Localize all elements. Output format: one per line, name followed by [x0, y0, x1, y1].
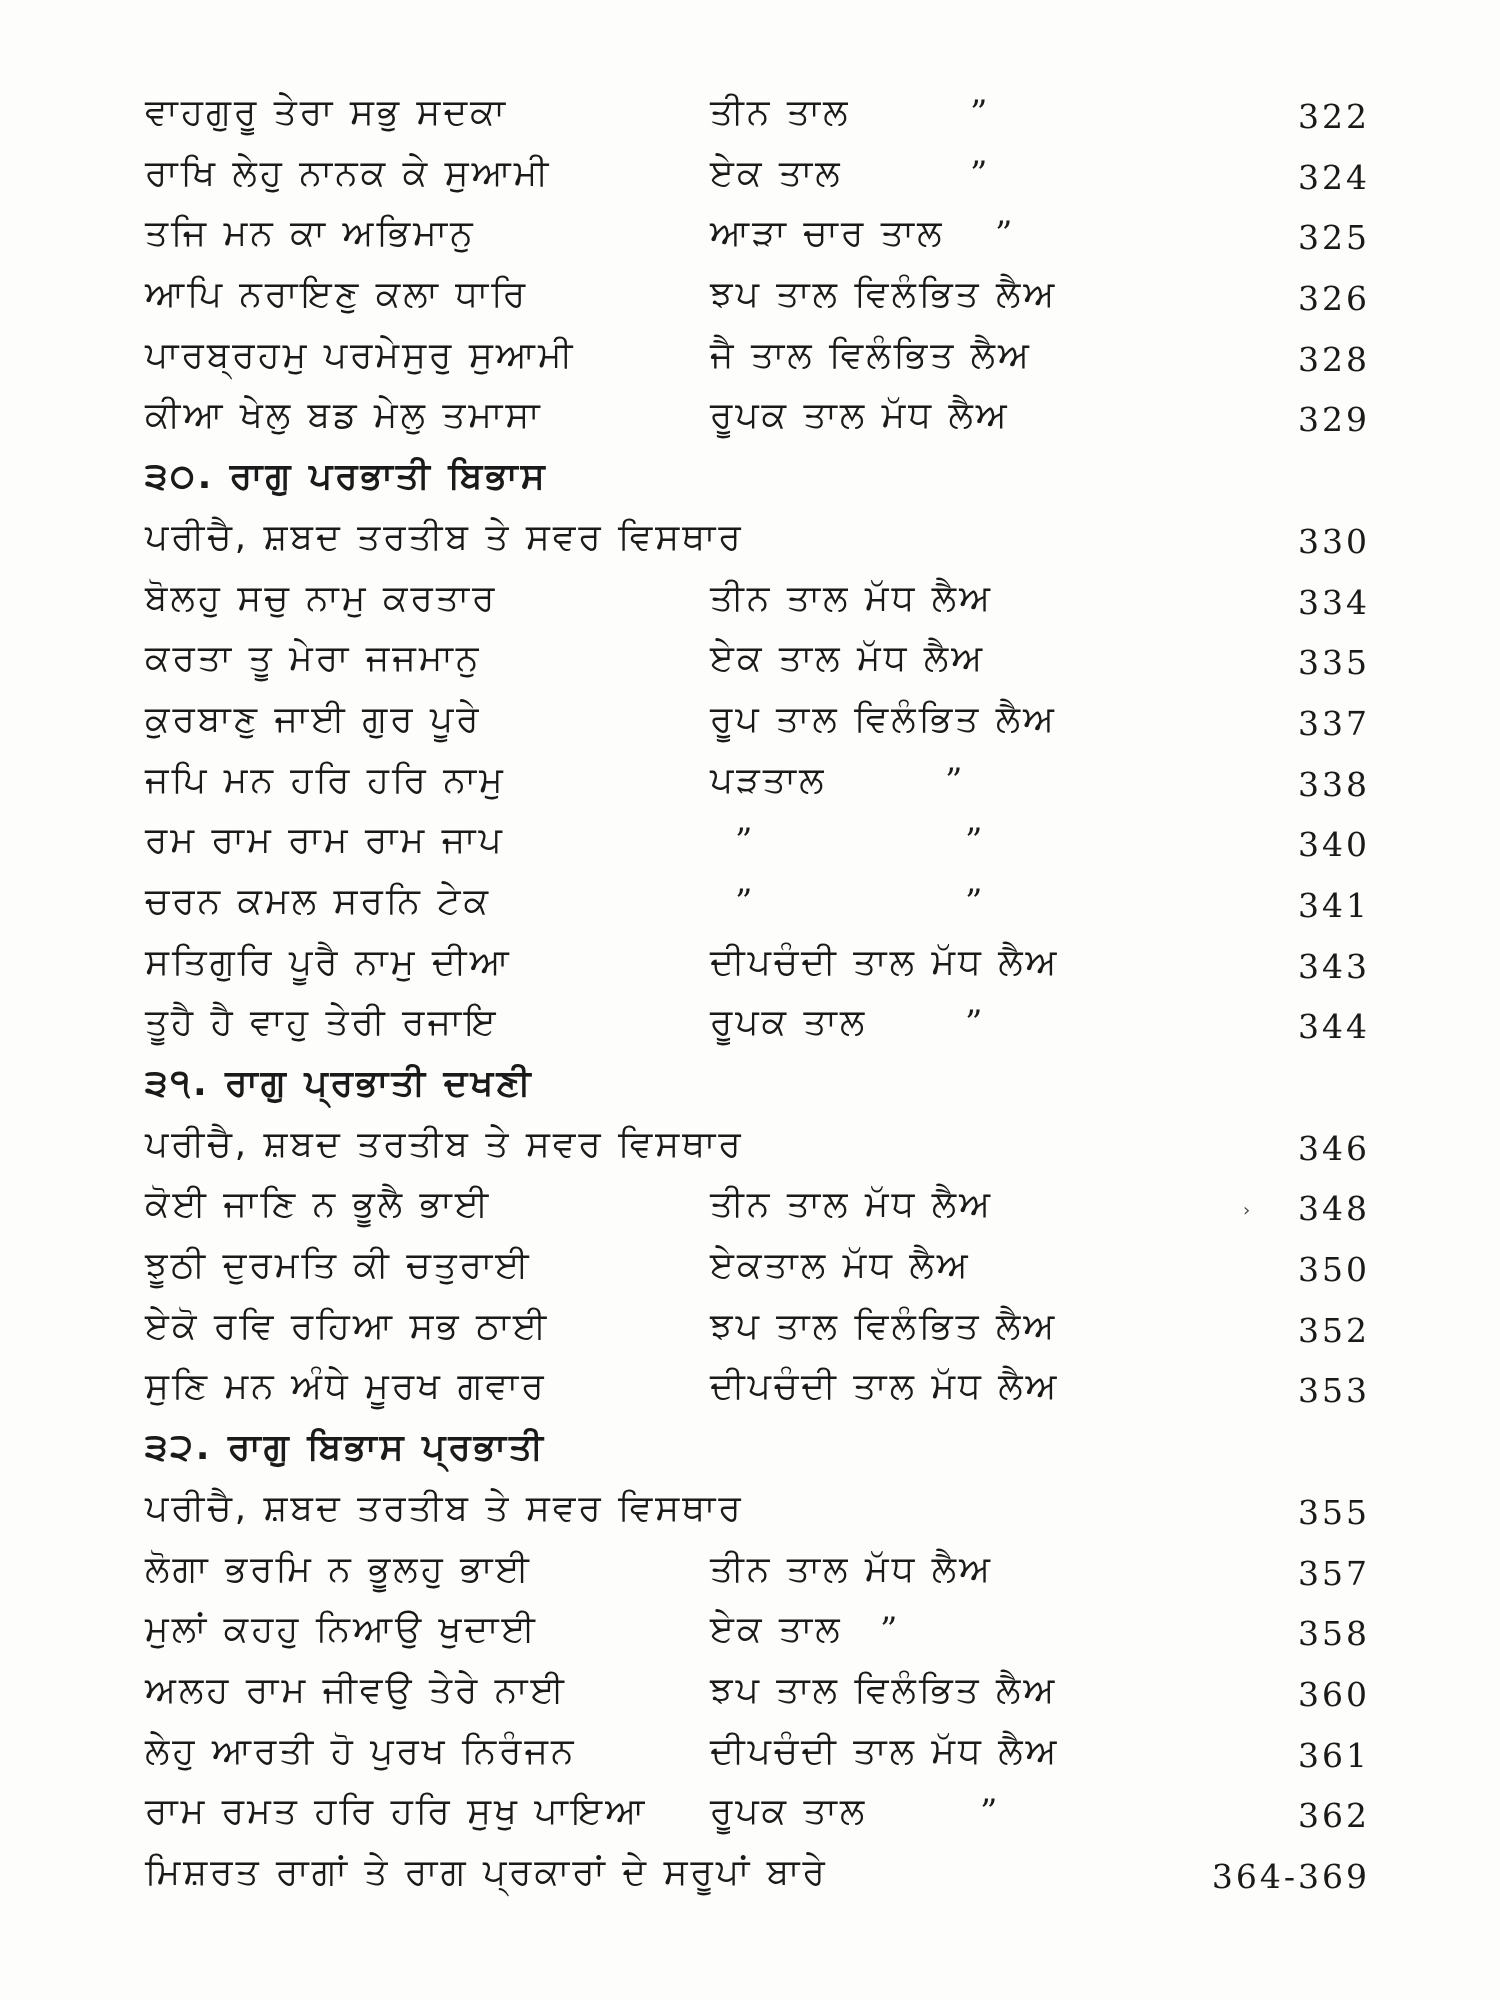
page-number: 334 [1298, 582, 1370, 622]
section-heading [0, 1054, 1500, 1115]
toc-entry [0, 508, 1500, 569]
ditto-mark: ” [980, 1792, 1001, 1833]
entry-tala: ਦੀਪਚੰਦੀ ਤਾਲ ਮੱਧ ਲੈਅ [710, 941, 1060, 983]
entry-title: ਚਰਨ ਕਮਲ ਸਰਨਿ ਟੇਕ [145, 880, 492, 922]
entry-tala: ਤੀਨ ਤਾਲ [710, 92, 851, 133]
entry-title: ਪਰੀਚੈ, ਸ਼ਬਦ ਤਰਤੀਬ ਤੇ ਸਵਰ ਵਿਸਥਾਰ [145, 1123, 744, 1165]
toc-entry [0, 265, 1500, 326]
page-number: 337 [1298, 703, 1370, 743]
ditto-mark: ” [995, 214, 1016, 255]
toc-entry [0, 629, 1500, 690]
toc-entry [0, 83, 1500, 144]
entry-title: ਜਪਿ ਮਨ ਹਰਿ ਹਰਿ ਨਾਮੁ [145, 759, 506, 801]
toc-entry [0, 1357, 1500, 1418]
toc-entry [0, 993, 1500, 1054]
page-number: 344 [1298, 1007, 1370, 1047]
page-number: 328 [1298, 339, 1370, 379]
entry-tala: ਪੜਤਾਲ [710, 759, 827, 801]
entry-tala: ਰੂਪਕ ਤਾਲ [710, 1791, 868, 1833]
section-title: ੩੦. ਰਾਗੁ ਪਰਭਾਤੀ ਬਿਭਾਸ [145, 456, 548, 498]
entry-tala: ਏਕਤਾਲ ਮੱਧ ਲੈਅ [710, 1245, 971, 1287]
ditto-mark: ” [880, 1610, 901, 1651]
toc-entry [0, 933, 1500, 994]
entry-title: ਕਰਤਾ ਤੂ ਮੇਰਾ ਜਜਮਾਨੁ [145, 638, 482, 680]
page-number: 353 [1298, 1371, 1370, 1411]
entry-title: ਪਰੀਚੈ, ਸ਼ਬਦ ਤਰਤੀਬ ਤੇ ਸਵਰ ਵਿਸਥਾਰ [145, 516, 744, 558]
ditto-mark: ” [735, 821, 756, 862]
ditto-mark: ” [970, 153, 991, 194]
toc-entry [0, 811, 1500, 872]
page-number: 329 [1298, 400, 1370, 440]
toc-entry [0, 386, 1500, 447]
entry-tala: ਝਪ ਤਾਲ ਵਿਲੰਭਿਤ ਲੈਅ [710, 1305, 1058, 1347]
toc-entry [0, 1600, 1500, 1661]
entry-title: ਤਜਿ ਮਨ ਕਾ ਅਭਿਮਾਨੁ [145, 213, 476, 255]
entry-tala: ਜੈ ਤਾਲ ਵਿਲੰਭਿਤ ਲੈਅ [710, 334, 1032, 376]
page-number: 325 [1298, 218, 1370, 258]
entry-title: ਤੂਹੈ ਹੈ ਵਾਹੁ ਤੇਰੀ ਰਜਾਇ [145, 1002, 499, 1044]
ditto-mark: ” [965, 1003, 986, 1044]
page-number: 338 [1298, 764, 1370, 804]
entry-tala: ਏਕ ਤਾਲ [710, 152, 843, 194]
ditto-mark: ” [970, 93, 991, 133]
entry-tala: ਰੂਪਕ ਤਾਲ ਮੱਧ ਲੈਅ [710, 395, 1010, 437]
toc-entry [0, 1175, 1500, 1236]
toc-entry [0, 326, 1500, 387]
toc-entry [0, 1297, 1500, 1358]
entry-tala: ਤੀਨ ਤਾਲ ਮੱਧ ਲੈਅ [710, 1548, 994, 1590]
toc-entry [0, 144, 1500, 205]
entry-title: ਲੇਹੁ ਆਰਤੀ ਹੋ ਪੁਰਖ ਨਿਰੰਜਨ [145, 1730, 577, 1772]
ditto-mark: ” [965, 881, 986, 922]
toc-entry [0, 1782, 1500, 1843]
margin-mark: › [1243, 1200, 1254, 1222]
toc-entry [0, 690, 1500, 751]
entry-tala: ਝਪ ਤਾਲ ਵਿਲੰਭਿਤ ਲੈਅ [710, 1669, 1058, 1711]
entry-title: ਕੀਆ ਖੇਲੁ ਬਡ ਮੇਲੁ ਤਮਾਸਾ [145, 395, 543, 437]
ditto-mark: ” [735, 881, 756, 922]
entry-title: ਕੁਰਬਾਣੁ ਜਾਈ ਗੁਰ ਪੂਰੇ [145, 698, 482, 740]
section-heading [0, 447, 1500, 508]
entry-tala: ਰੂਪਕ ਤਾਲ [710, 1002, 868, 1044]
entry-title: ਸਤਿਗੁਰਿ ਪੂਰੈ ਨਾਮੁ ਦੀਆ [145, 941, 512, 983]
entry-title: ਵਾਹਗੁਰੂ ਤੇਰਾ ਸਭੁ ਸਦਕਾ [145, 92, 508, 133]
entry-title: ਕੋਈ ਜਾਣਿ ਨ ਭੂਲੈ ਭਾਈ [145, 1184, 492, 1226]
entry-tala: ਦੀਪਚੰਦੀ ਤਾਲ ਮੱਧ ਲੈਅ [710, 1366, 1060, 1408]
entry-tala: ਝਪ ਤਾਲ ਵਿਲੰਭਿਤ ਲੈਅ [710, 274, 1058, 316]
entry-title: ਰਮ ਰਾਮ ਰਾਮ ਰਾਮ ਜਾਪ [145, 820, 505, 862]
toc-entry [0, 1236, 1500, 1297]
page-number: 355 [1298, 1492, 1370, 1532]
entry-tala: ਰੂਪ ਤਾਲ ਵਿਲੰਭਿਤ ਲੈਅ [710, 698, 1058, 740]
entry-title: ਮੁਲਾਂ ਕਹਹੁ ਨਿਆਉ ਖੁਦਾਈ [145, 1609, 538, 1651]
toc-entry [0, 1843, 1500, 1904]
page-number: 326 [1298, 279, 1370, 319]
toc-entry [0, 1540, 1500, 1601]
entry-tala: ਏਕ ਤਾਲ [710, 1609, 843, 1651]
entry-title: ਪਰੀਚੈ, ਸ਼ਬਦ ਤਰਤੀਬ ਤੇ ਸਵਰ ਵਿਸਥਾਰ [145, 1487, 744, 1529]
toc-entry [0, 1115, 1500, 1176]
page-number: 335 [1298, 643, 1370, 683]
entry-tala: ਏਕ ਤਾਲ ਮੱਧ ਲੈਅ [710, 638, 986, 680]
toc-entry [0, 204, 1500, 265]
ditto-mark: ” [945, 760, 966, 801]
entry-tala: ਦੀਪਚੰਦੀ ਤਾਲ ਮੱਧ ਲੈਅ [710, 1730, 1060, 1772]
table-of-contents [0, 83, 1500, 1904]
entry-title: ਲੋਗਾ ਭਰਮਿ ਨ ਭੂਲਹੁ ਭਾਈ [145, 1548, 532, 1590]
page-number: 350 [1298, 1250, 1370, 1290]
entry-title: ਝੂਠੀ ਦੁਰਮਤਿ ਕੀ ਚਤੁਰਾਈ [145, 1245, 532, 1287]
page-number: 330 [1298, 521, 1370, 561]
toc-entry [0, 751, 1500, 812]
page-number: 362 [1298, 1796, 1370, 1836]
page-number: 324 [1298, 157, 1370, 197]
page-number: 340 [1298, 825, 1370, 865]
page-number: 358 [1298, 1614, 1370, 1654]
section-title: ੩੧. ਰਾਗੁ ਪ੍ਰਭਾਤੀ ਦਖਣੀ [145, 1063, 534, 1104]
entry-tala: ਤੀਨ ਤਾਲ ਮੱਧ ਲੈਅ [710, 577, 994, 619]
page-number: 360 [1298, 1674, 1370, 1714]
entry-title: ਪਾਰਬ੍ਰਹਮੁ ਪਰਮੇਸੁਰੁ ਸੁਆਮੀ [145, 334, 576, 376]
section-title: ੩੨. ਰਾਗੁ ਬਿਭਾਸ ਪ੍ਰਭਾਤੀ [145, 1427, 546, 1469]
entry-title: ਸੁਣਿ ਮਨ ਅੰਧੇ ਮੂਰਖ ਗਵਾਰ [145, 1366, 547, 1408]
section-heading [0, 1418, 1500, 1479]
toc-entry [0, 1661, 1500, 1722]
page-number: 352 [1298, 1310, 1370, 1350]
entry-title: ਰਾਖਿ ਲੇਹੁ ਨਾਨਕ ਕੇ ਸੁਆਮੀ [145, 152, 552, 194]
entry-title: ਮਿਸ਼ਰਤ ਰਾਗਾਂ ਤੇ ਰਾਗ ਪ੍ਰਕਾਰਾਂ ਦੇ ਸਰੂਪਾਂ ਬਾਰੇ [145, 1851, 828, 1893]
page-number: 343 [1298, 946, 1370, 986]
page-number: 361 [1298, 1735, 1370, 1775]
toc-entry [0, 569, 1500, 630]
entry-title: ਏਕੋ ਰਵਿ ਰਹਿਆ ਸਭ ਠਾਈ [145, 1305, 550, 1347]
toc-entry [0, 1479, 1500, 1540]
entry-title: ਰਾਮ ਰਮਤ ਹਰਿ ਹਰਿ ਸੁਖੁ ਪਾਇਆ [145, 1791, 648, 1833]
page-number: 346 [1298, 1128, 1370, 1168]
toc-entry [0, 872, 1500, 933]
page-number: 322 [1298, 97, 1370, 136]
entry-tala: ਆੜਾ ਚਾਰ ਤਾਲ [710, 213, 945, 255]
ditto-mark: ” [965, 821, 986, 862]
entry-title: ਬੋਲਹੁ ਸਚੁ ਨਾਮੁ ਕਰਤਾਰ [145, 577, 498, 619]
toc-entry [0, 1722, 1500, 1783]
entry-title: ਅਲਹ ਰਾਮ ਜੀਵਉ ਤੇਰੇ ਨਾਈ [145, 1669, 567, 1711]
page-number: 357 [1298, 1553, 1370, 1593]
entry-tala: ਤੀਨ ਤਾਲ ਮੱਧ ਲੈਅ [710, 1184, 994, 1226]
page-number: 364-369 [1211, 1856, 1370, 1896]
entry-title: ਆਪਿ ਨਰਾਇਣੁ ਕਲਾ ਧਾਰਿ [145, 274, 529, 316]
page-number: 341 [1298, 885, 1370, 925]
page-number: 348 [1298, 1189, 1370, 1229]
